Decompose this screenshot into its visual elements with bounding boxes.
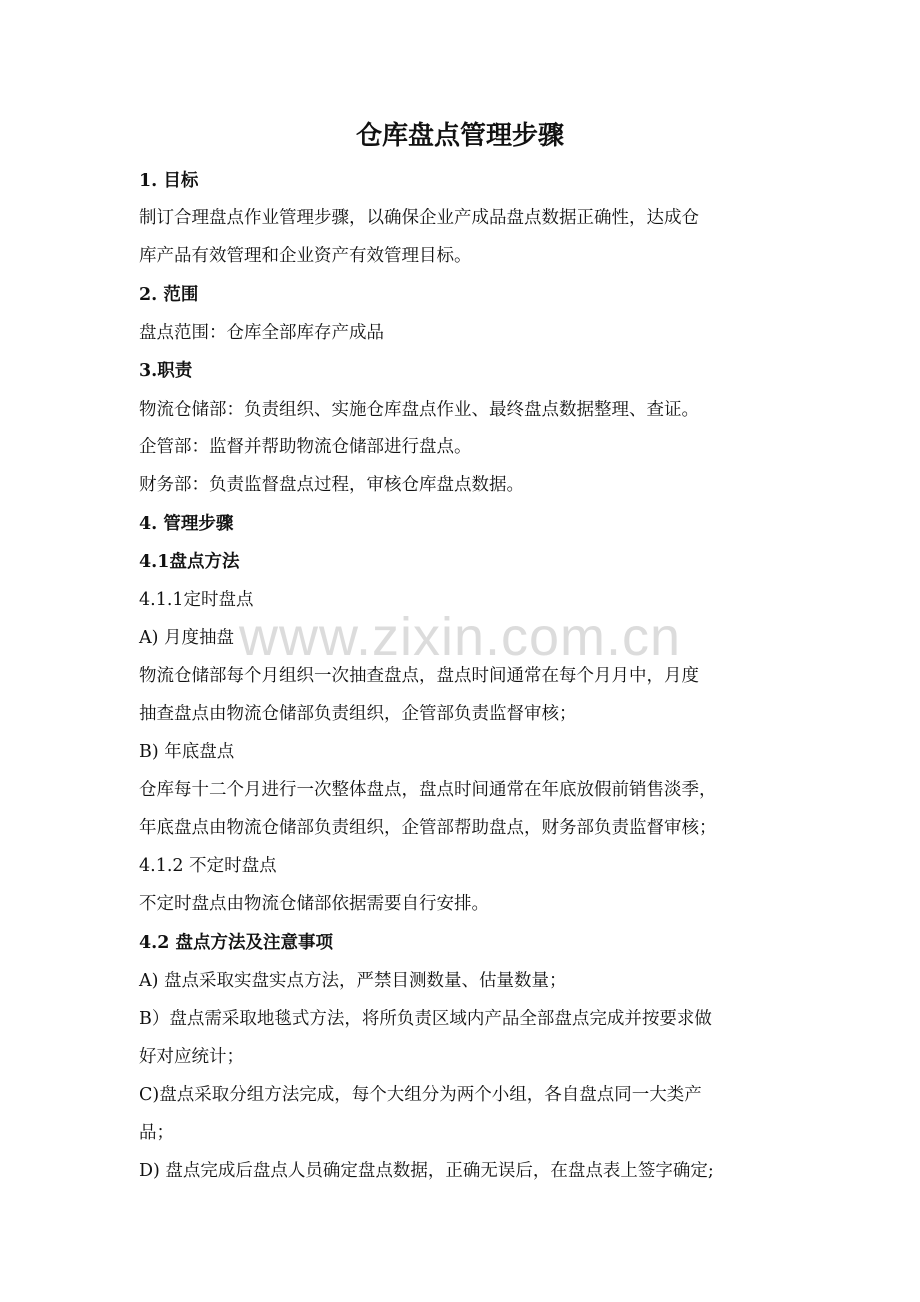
paragraph-line: 财务部：负责监督盘点过程，审核仓库盘点数据。 — [139, 475, 524, 495]
heading-methods-notes: 4.2 盘点方法及注意事项 — [139, 933, 334, 953]
list-item-continuation: 好对应统计； — [139, 1047, 244, 1067]
list-item-label: B) 年底盘点 — [139, 742, 235, 762]
paragraph-line: 物流仓储部每个月组织一次抽查盘点，盘点时间通常在每个月月中，月度 — [139, 666, 699, 686]
subheading-line: 4.1.1定时盘点 — [139, 590, 254, 610]
subheading-line: 4.1.2 不定时盘点 — [139, 856, 277, 876]
heading-counting-method: 4.1盘点方法 — [139, 552, 240, 572]
paragraph-line: 仓库每十二个月进行一次整体盘点，盘点时间通常在年底放假前销售淡季， — [139, 780, 717, 800]
list-item-continuation: 品； — [139, 1123, 174, 1143]
paragraph-line: 制订合理盘点作业管理步骤，以确保企业产成品盘点数据正确性，达成仓 — [139, 208, 699, 228]
list-item: D) 盘点完成后盘点人员确定盘点数据，正确无误后，在盘点表上签字确定; — [139, 1161, 714, 1181]
paragraph-line: 抽查盘点由物流仓储部负责组织，企管部负责监督审核； — [139, 704, 577, 724]
paragraph-line: 年底盘点由物流仓储部负责组织，企管部帮助盘点，财务部负责监督审核； — [139, 818, 717, 838]
list-item-label: A) 月度抽盘 — [139, 628, 235, 648]
heading-scope: 2. 范围 — [139, 285, 199, 305]
watermark: www.zixin.com.cn — [238, 607, 682, 667]
list-item: C)盘点采取分组方法完成，每个大组分为两个小组，各自盘点同一大类产 — [139, 1085, 702, 1105]
paragraph-line: 不定时盘点由物流仓储部依据需要自行安排。 — [139, 894, 489, 914]
heading-responsibilities: 3.职责 — [139, 361, 193, 381]
paragraph-line: 盘点范围：仓库全部库存产成品 — [139, 323, 384, 343]
list-item: B）盘点需采取地毯式方法，将所负责区域内产品全部盘点完成并按要求做 — [139, 1009, 712, 1029]
heading-procedures: 4. 管理步骤 — [139, 514, 234, 534]
document-title: 仓库盘点管理步骤 — [355, 121, 564, 151]
heading-objective: 1. 目标 — [139, 171, 199, 191]
list-item: A) 盘点采取实盘实点方法，严禁目测数量、估量数量； — [139, 971, 567, 991]
paragraph-line: 企管部：监督并帮助物流仓储部进行盘点。 — [139, 437, 472, 457]
paragraph-line: 库产品有效管理和企业资产有效管理目标。 — [139, 246, 472, 266]
paragraph-line: 物流仓储部：负责组织、实施仓库盘点作业、最终盘点数据整理、查证。 — [139, 400, 699, 420]
